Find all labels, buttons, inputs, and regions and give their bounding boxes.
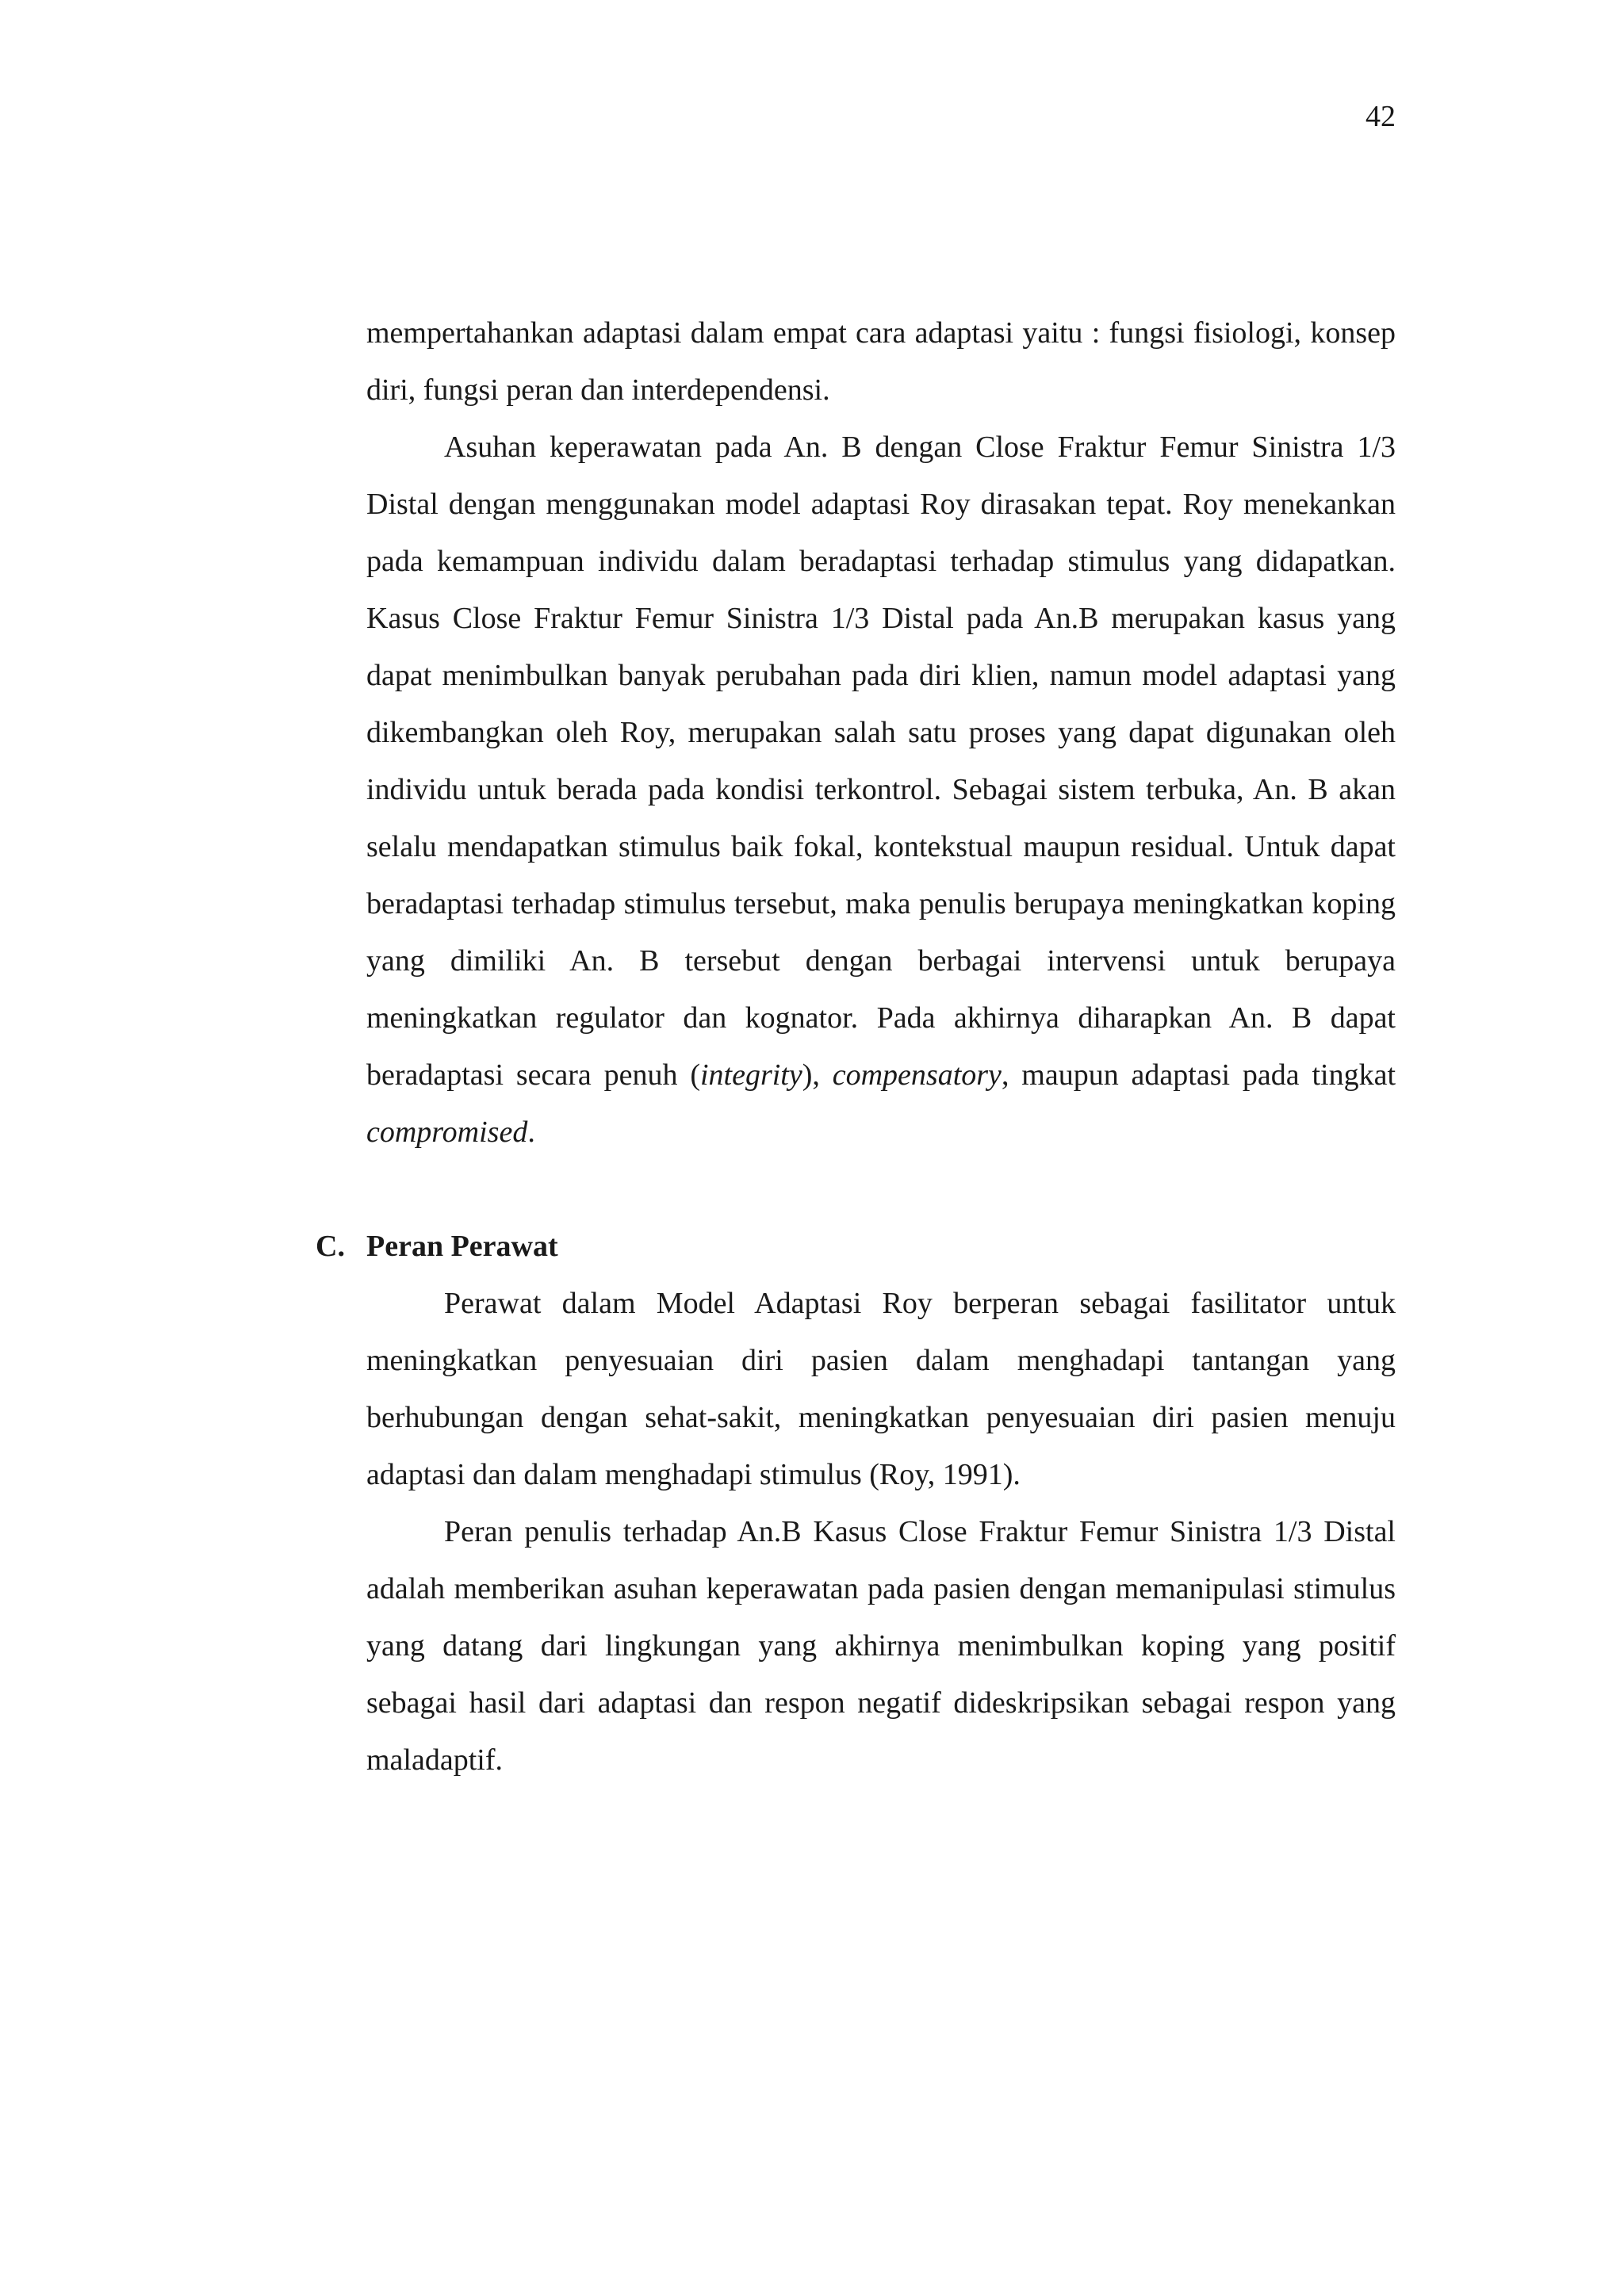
term-compensatory: compensatory	[832, 1058, 1002, 1092]
paragraph-asuhan-text: Asuhan keperawatan pada An. B dengan Close Fraktur Femur Sinistra 1/3 Distal dengan menggunakan model adaptasi Roy dirasakan tepat. Roy menekankan pada kemampuan individu dalam beradaptasi terhadap stimulus yang didapatkan. Kasus Close Fraktur Femur Sinistra 1/3 Distal pada An.B merupakan kasus yang dapat menimbulkan banyak perubahan pada diri klien, namun model adaptasi yang dikembangkan oleh Roy, merupakan salah satu proses yang dapat digunakan oleh individu untuk berada pada kondisi terkontrol. Sebagai sistem terbuka, An. B akan selalu mendapatkan stimulus baik fokal, kontekstual maupun residual. Untuk dapat beradaptasi terhadap stimulus tersebut, maka penulis berupaya meningkatkan koping yang dimiliki An. B tersebut dengan berbagai intervensi untuk berupaya meningkatkan regulator dan kognator. Pada akhirnya diharapkan An. B dapat beradaptasi secara penuh (	[366, 430, 1396, 1092]
term-integrity: integrity	[699, 1058, 802, 1092]
document-body	[316, 304, 1396, 1789]
paragraph-asuhan-text-2: ),	[802, 1058, 833, 1092]
section-number: C.	[316, 1230, 345, 1263]
page-number: 42	[1365, 100, 1396, 133]
paragraph-peran-penulis: Peran penulis terhadap An.B Kasus Close Fraktur Femur Sinistra 1/3 Distal adalah memberikan asuhan keperawatan pada pasien dengan memanipulasi stimulus yang datang dari lingkungan yang akhirnya menimbulkan koping yang positif sebagai hasil dari adaptasi dan respon negatif dideskripsikan sebagai respon yang maladaptif.	[366, 1515, 1396, 1777]
paragraph-asuhan	[366, 419, 1396, 1161]
paragraph-continuation: mempertahankan adaptasi dalam empat cara adaptasi yaitu : fungsi fisiologi, konsep diri, fungsi peran dan interdependensi.	[366, 316, 1396, 407]
term-compromised: compromised	[366, 1115, 528, 1149]
section-title: Peran Perawat	[366, 1230, 558, 1263]
paragraph-perawat: Perawat dalam Model Adaptasi Roy berperan sebagai fasilitator untuk meningkatkan penyesuaian diri pasien dalam menghadapi tantangan yang berhubungan dengan sehat-sakit, meningkatkan penyesuaian diri pasien menuju adaptasi dan dalam menghadapi stimulus (Roy, 1991).	[366, 1287, 1396, 1491]
paragraph-asuhan-text-4: .	[527, 1115, 535, 1149]
section-spacer	[366, 1161, 1396, 1218]
section-heading	[316, 1218, 1396, 1275]
paragraph-asuhan-text-3: , maupun adaptasi pada tingkat	[1001, 1058, 1396, 1092]
